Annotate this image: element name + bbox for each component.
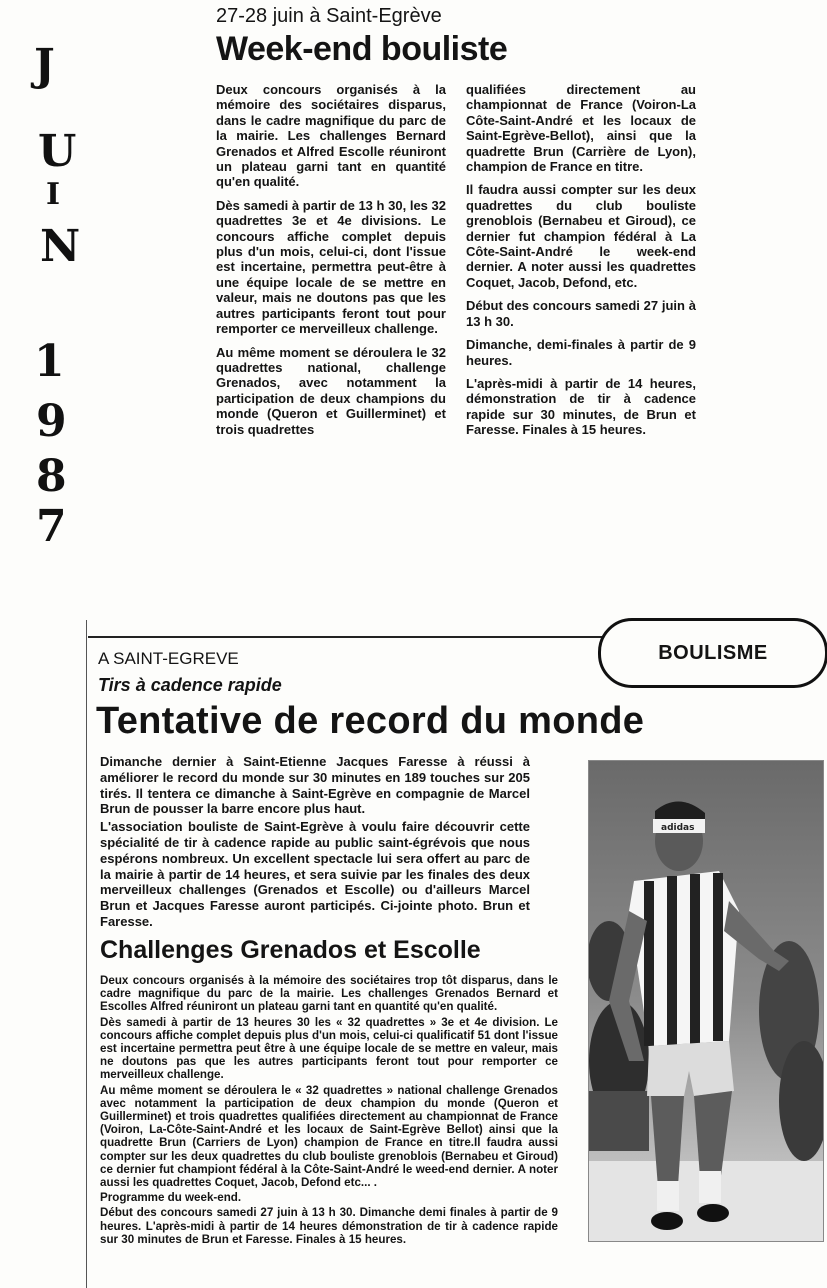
hand-letter-i: I	[46, 177, 61, 212]
article2-body-paragraph: Début des concours samedi 27 juin à 13 h 30. Dimanche demi finales à partir de 9 heures. L'après-midi à partir de 14 heures démonstration de tir à cadence rapide sur 30 minutes de Brun et Faresse. Finales à 15 heures.	[100, 1206, 558, 1246]
article1-paragraph: Il faudra aussi compter sur les deux quadrettes du club bouliste grenoblois (Bernabeu et Giroud), ce dernier fut champion fédéral à La Côte-Saint-André le week-end dernier. A noter aussi les quadrettes Coquet, Jacob, Defond, etc.	[466, 182, 696, 290]
article2-intro	[100, 754, 530, 930]
article2-kicker: A SAINT-EGREVE	[98, 649, 239, 668]
article1-paragraph: qualifiées directement au championnat de France (Voiron-La Côte-Saint-André et les locaux de Saint-Egrève-Bellot), ainsi que la quadrette Brun (Carrière de Lyon), champion de France en titre.	[466, 82, 696, 175]
headband-text: adidas	[661, 823, 695, 833]
article2-body-paragraph: Programme du week-end.	[100, 1191, 242, 1205]
clipping-left-rule	[86, 620, 87, 1288]
article2-headline: Tentative de record du monde	[96, 700, 645, 742]
hand-digit-7: 7	[36, 501, 67, 552]
article1-paragraph: Dès samedi à partir de 13 h 30, les 32 quadrettes 3e et 4e divisions. Le concours affiche complet depuis plus d'un mois, celui-ci, dont l'issue est incertaine, permettra peut-être à une équipe locale de se mettre en valeur, mais ne doutons pas que les autres participants feront tout pour remporter ce merveilleux challenge.	[216, 197, 446, 337]
article1-dateline: 27-28 juin à Saint-Egrève	[216, 5, 442, 27]
hand-digit-9: 9	[36, 396, 67, 447]
article2-subheadline: Challenges Grenados et Escolle	[100, 936, 481, 964]
hand-letter-u: U	[38, 126, 77, 177]
article1-paragraph: Deux concours organisés à la mémoire des sociétaires disparus, dans le cadre magnifique du parc de la mairie. Les challenges Bernard Grenados et Alfred Escolle réuniront un plateau garni tant en quantité qu'en qualité.	[216, 82, 446, 190]
article2-body-paragraph: Dès samedi à partir de 13 heures 30 les « 32 quadrettes » 3e et 4e division. Le concours affiche complet depuis plus d'un mois, celui-ci qualificatif 51 dont l'issue est incertaine permettra peut être à une équipe locale de se mettre en valeur, mais ne doutons pas que les autres participants feront tout pour remporter ce merveilleux challenge.	[100, 1015, 558, 1082]
article1-column-2	[466, 82, 696, 446]
section-tag-boulisme: BOULISME	[598, 618, 827, 688]
hand-digit-1: 1	[34, 336, 65, 387]
hand-letter-n: N	[40, 221, 81, 272]
article1-column-1	[216, 82, 446, 445]
hand-letter-j: J	[34, 40, 55, 91]
article2-subkicker: Tirs à cadence rapide	[98, 675, 282, 695]
hand-digit-8: 8	[36, 451, 67, 502]
article2-body-paragraph: Deux concours organisés à la mémoire des sociétaires trop tôt disparus, dans le cadre magnifique du parc de la mairie. Les challenges Grenados Bernard et Escolles Alfred réuniront un plateau garni tant en quantité qu'en qualité.	[100, 974, 558, 1014]
player-photo-illustration	[589, 761, 823, 1241]
article2-body	[100, 974, 558, 1248]
player-photo	[588, 760, 824, 1242]
article2-intro-paragraph: L'association bouliste de Saint-Egrève à voulu faire découvrir cette spécialité de tir à cadence rapide au public saint-égrévois que nous espérons nombreux. Un excellent spectacle lui sera offert au parc de la mairie à partir de 14 heures, et sera suivie par les finales des deux merveilleux challenges (Grenados et Escolle) ou d'ailleurs Marcel Brun et Jacques Faresse auront participés. Ci-jointe photo. Brun et Faresse.	[100, 819, 530, 929]
article1-paragraph: L'après-midi à partir de 14 heures, démonstration de tir à cadence rapide sur 30 minutes, de Brun et Faresse. Finales à 15 heures.	[466, 375, 696, 438]
article1-paragraph: Au même moment se déroulera le 32 quadrettes national, challenge Grenados, avec notamment la participation de deux champions du monde (Queron et Guillerminet) et trois quadrettes	[216, 344, 446, 437]
article2-intro-paragraph: Dimanche dernier à Saint-Etienne Jacques Faresse à réussi à améliorer le record du monde sur 30 minutes en 189 touches sur 205 tirés. Il tentera ce dimanche à Saint-Egrève en compagnie de Marcel Brun de pousser la barre encore plus haut.	[100, 754, 530, 817]
article2-body-paragraph: Au même moment se déroulera le « 32 quadrettes » national challenge Grenados avec notamment la participation de deux champion du monde (Queron et Guillerminet) et trois quadrettes qualifiées directement au championnat de France (Voiron, La-Côte-Saint-André et les locaux de Saint-Egrève Bellot) ainsi que la quadrette Brun (Carriers de Lyon) champion de France en titre.Il faudra aussi compter sur les deux quadrettes du club bouliste grenoblois (Bernabeu et Giroud) ce dernier fut championt fédéral à la Côte-Saint-André le weed-end dernier. A noter aussi les quadrettes Coquet, Jacob, Defond etc... .	[100, 1083, 558, 1190]
clipping-top-rule	[88, 636, 608, 638]
article1-paragraph: Dimanche, demi-finales à partir de 9 heures.	[466, 337, 696, 368]
article1-paragraph: Début des concours samedi 27 juin à 13 h 30.	[466, 298, 696, 329]
article1-headline: Week-end bouliste	[216, 30, 508, 68]
